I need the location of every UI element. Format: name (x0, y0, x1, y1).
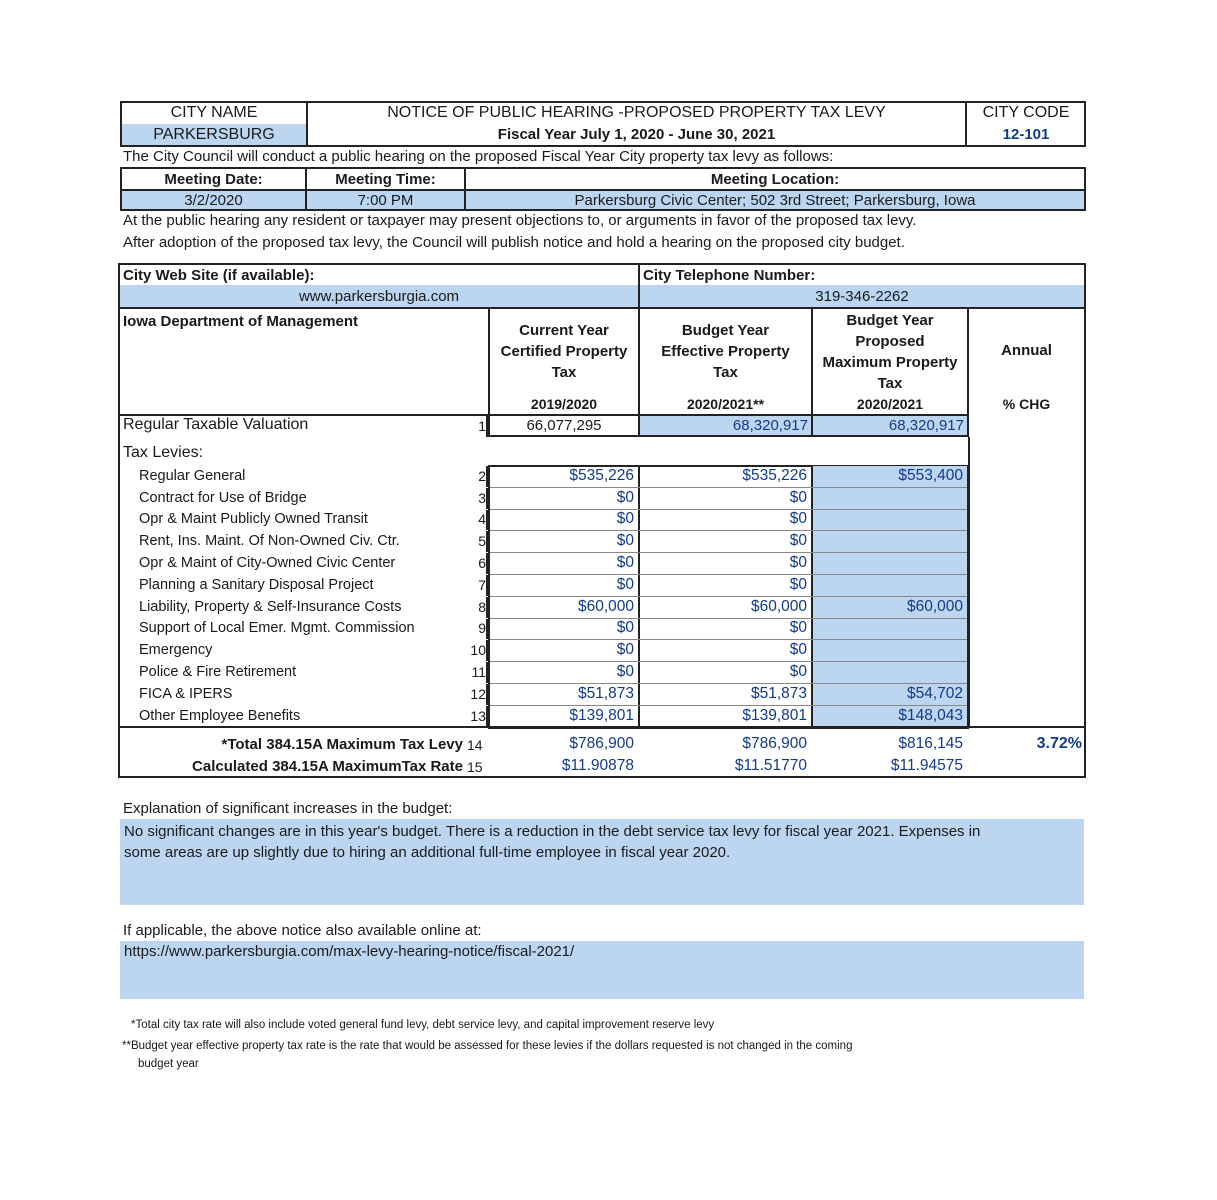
web-label: City Web Site (if available): (123, 266, 315, 284)
col1-year: 2019/2020 (530, 396, 598, 412)
tax-rate-v3: $11.94575 (890, 757, 963, 774)
levy-line-num: 4 (478, 511, 486, 528)
city-name-value: PARKERSBURG (122, 124, 306, 145)
levy-num-divider (486, 510, 488, 531)
total-levy-v2: $786,900 (742, 735, 807, 752)
pct-column-divider (968, 437, 970, 727)
total-levy-label: *Total 384.15A Maximum Tax Levy (221, 735, 463, 753)
note-adoption: After adoption of the proposed tax levy, the Council will publish notice and hold a hearing on the proposed city budget. (123, 234, 905, 251)
levy-v2: $0 (789, 619, 807, 637)
levy-v1: $535,226 (569, 466, 634, 484)
levy-line-num: 8 (478, 598, 486, 615)
levy-v1: $0 (616, 575, 634, 593)
tax-levies-label: Tax Levies: (123, 444, 204, 461)
online-url[interactable]: https://www.parkersburgia.com/max-levy-hearing-notice/fiscal-2021/ (124, 943, 575, 960)
totals-top-line (118, 726, 1086, 728)
levy-v1: $0 (616, 619, 634, 637)
footnote-2-cont: budget year (138, 1058, 199, 1070)
levy-num-divider (486, 575, 488, 596)
levy-line-num: 12 (470, 685, 486, 702)
phone-label: City Telephone Number: (643, 266, 816, 284)
total-levy-line-num: 14 (467, 737, 483, 753)
levy-line-num: 3 (478, 489, 486, 506)
levy-v2: $139,801 (742, 706, 807, 724)
tax-rate-v1: $11.90878 (561, 757, 634, 774)
fiscal-year: Fiscal Year July 1, 2020 - June 30, 2021 (497, 126, 776, 143)
valuation-line-num: 1 (478, 418, 486, 434)
intro-text: The City Council will conduct a public hearing on the proposed Fiscal Year City property tax levy as follows: (123, 148, 834, 165)
meeting-date-label: Meeting Date: (164, 170, 263, 188)
col1-line3: Tax (551, 364, 577, 381)
meeting-location-value: Parkersburg Civic Center; 502 3rd Street; Parkersburg, Iowa (466, 191, 1084, 209)
levy-v2: $535,226 (742, 466, 807, 484)
valuation-v3: 68,320,917 (888, 417, 964, 434)
col3-line4: Tax (877, 375, 903, 392)
valuation-v2: 68,320,917 (732, 417, 808, 434)
levy-line-num: 2 (478, 467, 486, 484)
tax-rate-line-num: 15 (467, 759, 483, 775)
levy-num-divider (486, 684, 488, 705)
col4-year: % CHG (1002, 396, 1051, 412)
levy-num-divider (486, 553, 488, 574)
col3-heading (813, 310, 967, 394)
col3-line2: Proposed (855, 333, 925, 350)
levy-num-divider (486, 597, 488, 618)
levy-line-num: 6 (478, 555, 486, 572)
levy-row-label: Contract for Use of Bridge (139, 489, 307, 506)
levy-v3: $60,000 (906, 597, 963, 615)
city-code-label: CITY CODE (982, 103, 1070, 121)
levy-v2: $0 (789, 532, 807, 550)
levy-v3 (813, 639, 967, 661)
levy-v2: $51,873 (750, 684, 807, 702)
web-value[interactable]: www.parkersburgia.com (120, 285, 638, 307)
levy-v3 (813, 509, 967, 531)
col1-line1: Current Year (519, 322, 609, 339)
meeting-time-label: Meeting Time: (335, 170, 436, 188)
levy-v2: $0 (789, 488, 807, 506)
meeting-date-value: 3/2/2020 (122, 191, 305, 209)
tax-rate-v2: $11.51770 (734, 757, 807, 774)
city-code-value: 12-101 (1002, 126, 1050, 143)
footnote-1: *Total city tax rate will also include voted general fund levy, debt service levy, and capital improvement reserve levy (131, 1019, 715, 1031)
total-levy-v1: $786,900 (569, 735, 634, 752)
levy-v1: $60,000 (577, 597, 634, 615)
col2-line1: Budget Year (681, 322, 770, 339)
meeting-location-label: Meeting Location: (710, 170, 840, 188)
levy-v1: $0 (616, 554, 634, 572)
levy-line-num: 7 (478, 576, 486, 593)
levy-num-divider (486, 640, 488, 661)
valuation-v1: 66,077,295 (526, 417, 602, 434)
levy-v3: $54,702 (906, 684, 963, 702)
levy-v2: $0 (789, 663, 807, 681)
levy-v1: $139,801 (569, 706, 634, 724)
levy-v3 (813, 552, 967, 574)
levy-num-divider (486, 619, 488, 640)
levy-v2: $60,000 (750, 597, 807, 615)
levy-line-num: 10 (470, 642, 486, 659)
levy-row-label: Liability, Property & Self-Insurance Costs (139, 598, 402, 615)
levy-line-num: 11 (471, 664, 486, 681)
notice-title: NOTICE OF PUBLIC HEARING -PROPOSED PROPERTY TAX LEVY (387, 103, 886, 121)
levy-v1: $51,873 (577, 684, 634, 702)
tax-rate-label: Calculated 384.15A MaximumTax Rate (192, 757, 463, 775)
col3-line1: Budget Year (846, 312, 934, 329)
levy-v1: $0 (616, 641, 634, 659)
levy-v2: $0 (789, 510, 807, 528)
levy-v3 (813, 618, 967, 640)
levy-v2: $0 (789, 575, 807, 593)
levy-row-label: Rent, Ins. Maint. Of Non-Owned Civ. Ctr. (139, 533, 400, 550)
levy-v1: $0 (616, 663, 634, 681)
levy-v3 (813, 574, 967, 596)
col1-line2: Certified Property (500, 343, 628, 360)
levy-v2: $0 (789, 554, 807, 572)
col3-line3: Maximum Property (822, 354, 958, 371)
phone-value: 319-346-2262 (640, 285, 1084, 307)
col2-line2: Effective Property (661, 343, 790, 360)
levy-line-num: 13 (470, 707, 486, 724)
total-levy-pct: 3.72% (1036, 735, 1082, 752)
dept-label: Iowa Department of Management (123, 312, 359, 330)
col1-heading (490, 320, 638, 383)
levy-v3 (813, 661, 967, 683)
levy-row-label: Support of Local Emer. Mgmt. Commission (139, 620, 415, 637)
levy-num-divider (486, 706, 488, 727)
explanation-line-1: No significant changes are in this year's budget. There is a reduction in the debt service tax levy for fiscal year 2021. Expenses in (124, 823, 981, 840)
levy-v1: $0 (616, 510, 634, 528)
explanation-box (120, 819, 1084, 905)
levy-row-label: Other Employee Benefits (139, 707, 301, 724)
online-label: If applicable, the above notice also available online at: (123, 922, 482, 939)
levy-v3: $148,043 (898, 706, 963, 724)
levy-v1: $0 (616, 532, 634, 550)
valuation-label: Regular Taxable Valuation (123, 416, 309, 433)
levy-row-label: Emergency (139, 642, 213, 659)
levy-row-label: Opr & Maint Publicly Owned Transit (139, 511, 368, 528)
note-objections: At the public hearing any resident or taxpayer may present objections to, or arguments in favor of the proposed tax levy. (123, 212, 917, 229)
total-levy-v3: $816,145 (898, 735, 963, 752)
levy-v1: $0 (616, 488, 634, 506)
levy-num-divider (486, 662, 488, 683)
explanation-line-2: some areas are up slightly due to hiring an additional full-time employee in fiscal year 2020. (124, 844, 731, 861)
levy-row-label: FICA & IPERS (139, 685, 233, 702)
levy-num-divider (486, 531, 488, 552)
col2-heading (640, 320, 811, 383)
footnote-2: **Budget year effective property tax rate is the rate that would be assessed for these levies if the dollars requested is not changed in the coming (122, 1040, 853, 1052)
levy-v3 (813, 487, 967, 509)
levy-num-divider (486, 488, 488, 509)
levy-row-label: Opr & Maint of City-Owned Civic Center (139, 555, 396, 572)
city-code-divider (965, 101, 967, 147)
levy-v3 (813, 530, 967, 552)
explanation-label: Explanation of significant increases in the budget: (123, 800, 453, 817)
levy-v3: $553,400 (898, 466, 963, 484)
levy-row-label: Police & Fire Retirement (139, 664, 297, 681)
levy-v2: $0 (789, 641, 807, 659)
levy-num-divider (486, 466, 488, 487)
city-name-label: CITY NAME (170, 103, 258, 121)
col4-heading: Annual (1001, 342, 1052, 359)
col2-year: 2020/2021** (686, 396, 765, 412)
online-url-box (120, 941, 1084, 999)
levy-row-label: Regular General (139, 467, 246, 484)
levy-line-num: 9 (478, 620, 486, 637)
col2-line3: Tax (713, 364, 738, 381)
levy-row-label: Planning a Sanitary Disposal Project (139, 576, 374, 593)
levy-line-num: 5 (478, 533, 486, 550)
col3-year: 2020/2021 (856, 396, 924, 412)
meeting-time-value: 7:00 PM (307, 191, 464, 209)
